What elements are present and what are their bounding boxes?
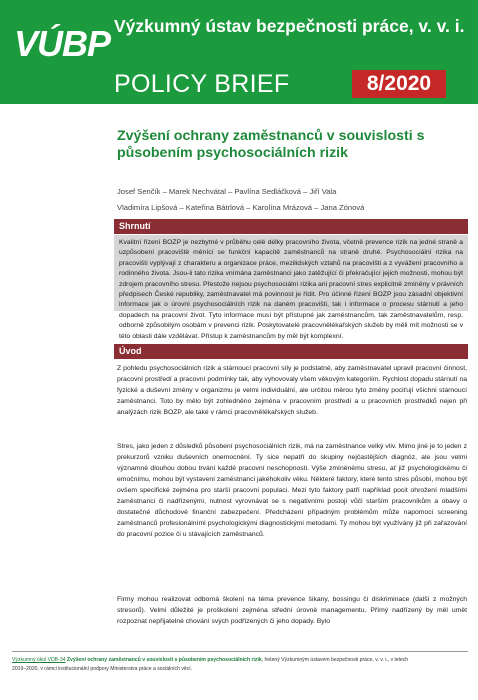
intro-paragraph-3: Firmy mohou realizovat odborná školení na téma prevence šikany, bossingu či diskriminace (další z možných stresorů). Velmi důležité je proškolení zejména střední úrovně managementu. Přímý nadřízený by měl umět rozpoznat nepřijatelné chování svých podřízených či jeho dopady. Bylo [117, 596, 467, 625]
intro-paragraph-1: Z pohledu psychosociálních rizik a stárnoucí pracovní síly je podstatné, aby zaměstnavatel upravil pracovní činnost, pracovní prostředí a pracovní podmínky tak, aby vyhovovaly všem věkovým kategoriím. Rychlost dopadu stárnutí na fyzické a duševní změny v organizmu je velmi individuální, ale určitou měrou tyto změny pociťují všichni stárnoucí zaměstnanci. Toto by mělo být zohledněno zejména v pracovním prostředí a u pracovních prostředků nejen při analýzách rizik BOZP, ale také v rámci pracovnělékařských služeb. [117, 365, 467, 416]
brief-number-badge: 8/2020 [352, 70, 446, 98]
footer-note [12, 656, 468, 674]
authors-line: Vladimíra Lipšová – Kateřina Bátrlová – Karolína Mrázová – Jana Zónová [117, 203, 365, 212]
footer-line-1 [12, 656, 468, 665]
footer-divider [12, 651, 468, 652]
footer-line-2: 2019–2020, v rámci institucionální podpory Ministerstva práce a sociálních věcí. [12, 666, 193, 672]
project-link[interactable]: Výzkumný úkol VDB-34 [12, 657, 66, 663]
summary-heading: Shrnutí [114, 219, 468, 234]
policy-brief-label: POLICY BRIEF [114, 70, 290, 98]
vubp-logo: VÚBP [14, 23, 111, 64]
summary-text: Kvalitní řízení BOZP je nezbytné v průběhu celé délky pracovního života, včetně prevence rizik na jedné straně a uzpůsobení pracoviště měnící se funkční kapacitě zaměstnanců na straně druhé. Psychosociální rizika na pracovišti vyplývají z charakteru a organizace práce, mezilidských vztahů na pracovišti a z vyvážení pracovního a rodinného života. Jsou-li tato rizika vnímána zaměstnanci jako zatěžující či překračující jejich možnosti, mohou být zdrojem pracovního stresu. Přestože nejsou psychosociální rizika ani pracovní stres explicitně zmíněny v právních předpisech České republiky, zaměstnavatel má povinnost je řídit. Pro účinné řízení BOZP jsou zásadní objektivní informace jak o úrovni psychosociálních rizik na daném pracovišti, tak i informace o procesu stárnutí a jeho dopadech na pracovní život. Tyto informace musí být přístupné jak zaměstnancům, tak zaměstnavatelům, resp. odborně způsobilým osobám v prevenci rizik. Poskytovatelé pracovnělékařských služeb by měli mít možnosti se v této oblasti dále vzdělávat. Přístup k zaměstnancům by měl být komplexní. [119, 239, 463, 340]
institute-name: Výzkumný ústav bezpečnosti práce, v. v. i. [114, 16, 465, 36]
intro-heading: Úvod [114, 344, 468, 359]
intro-paragraph-2: Stres, jako jeden z důsledků působení psychosociálních rizik, má na zaměstnance velký vliv. Mimo jiné je to jeden z prekurzorů vzniku duševních onemocnění. Ty sice nepatří do skupiny nejčastějších diagnóz, ale jsou velmi významné dlouhou dobou trvání každé pracovní neschopnosti. Výše zmíněnému stresu, ať již psychologickému či emočnímu, mohou být vystavení zaměstnanci jakéhokoliv věku. Některé faktory, které tento stres působí, mohou být ovšem specifické zejména pro starší pracovní populaci. Mezi tyto faktory patří například pocit ohrožení mladšími zaměstnanci či nadřízenými, nutnost vyrovnávat se s negativními postoji vůči starším pracovníkům a obavy o dostatečné důchodové finanční zabezpečení. Předcházení případným problémům může napomoci screening zaměstnanců profesionálními psychologickými diagnostickými metodami. Ty mohou být využívány již při zařazování do pracovní pozice či u stávajících zaměstnanců. [117, 443, 467, 538]
project-title: Zvýšení ochrany zaměstnanců v souvislosti s působením psychosociálních rizik [65, 657, 262, 663]
authors-line: Josef Senčík – Marek Nechvátal – Pavlína Sedláčková – Jiří Vala [117, 187, 337, 196]
document-title: Zvýšení ochrany zaměstnanců v souvislosti s působením psychosociálních rizik [117, 128, 425, 161]
footer-text: , řešený Výzkumným ústavem bezpečnosti práce, v. v. i., v letech [261, 657, 409, 663]
header-banner [0, 0, 478, 104]
authors-block [117, 184, 467, 216]
